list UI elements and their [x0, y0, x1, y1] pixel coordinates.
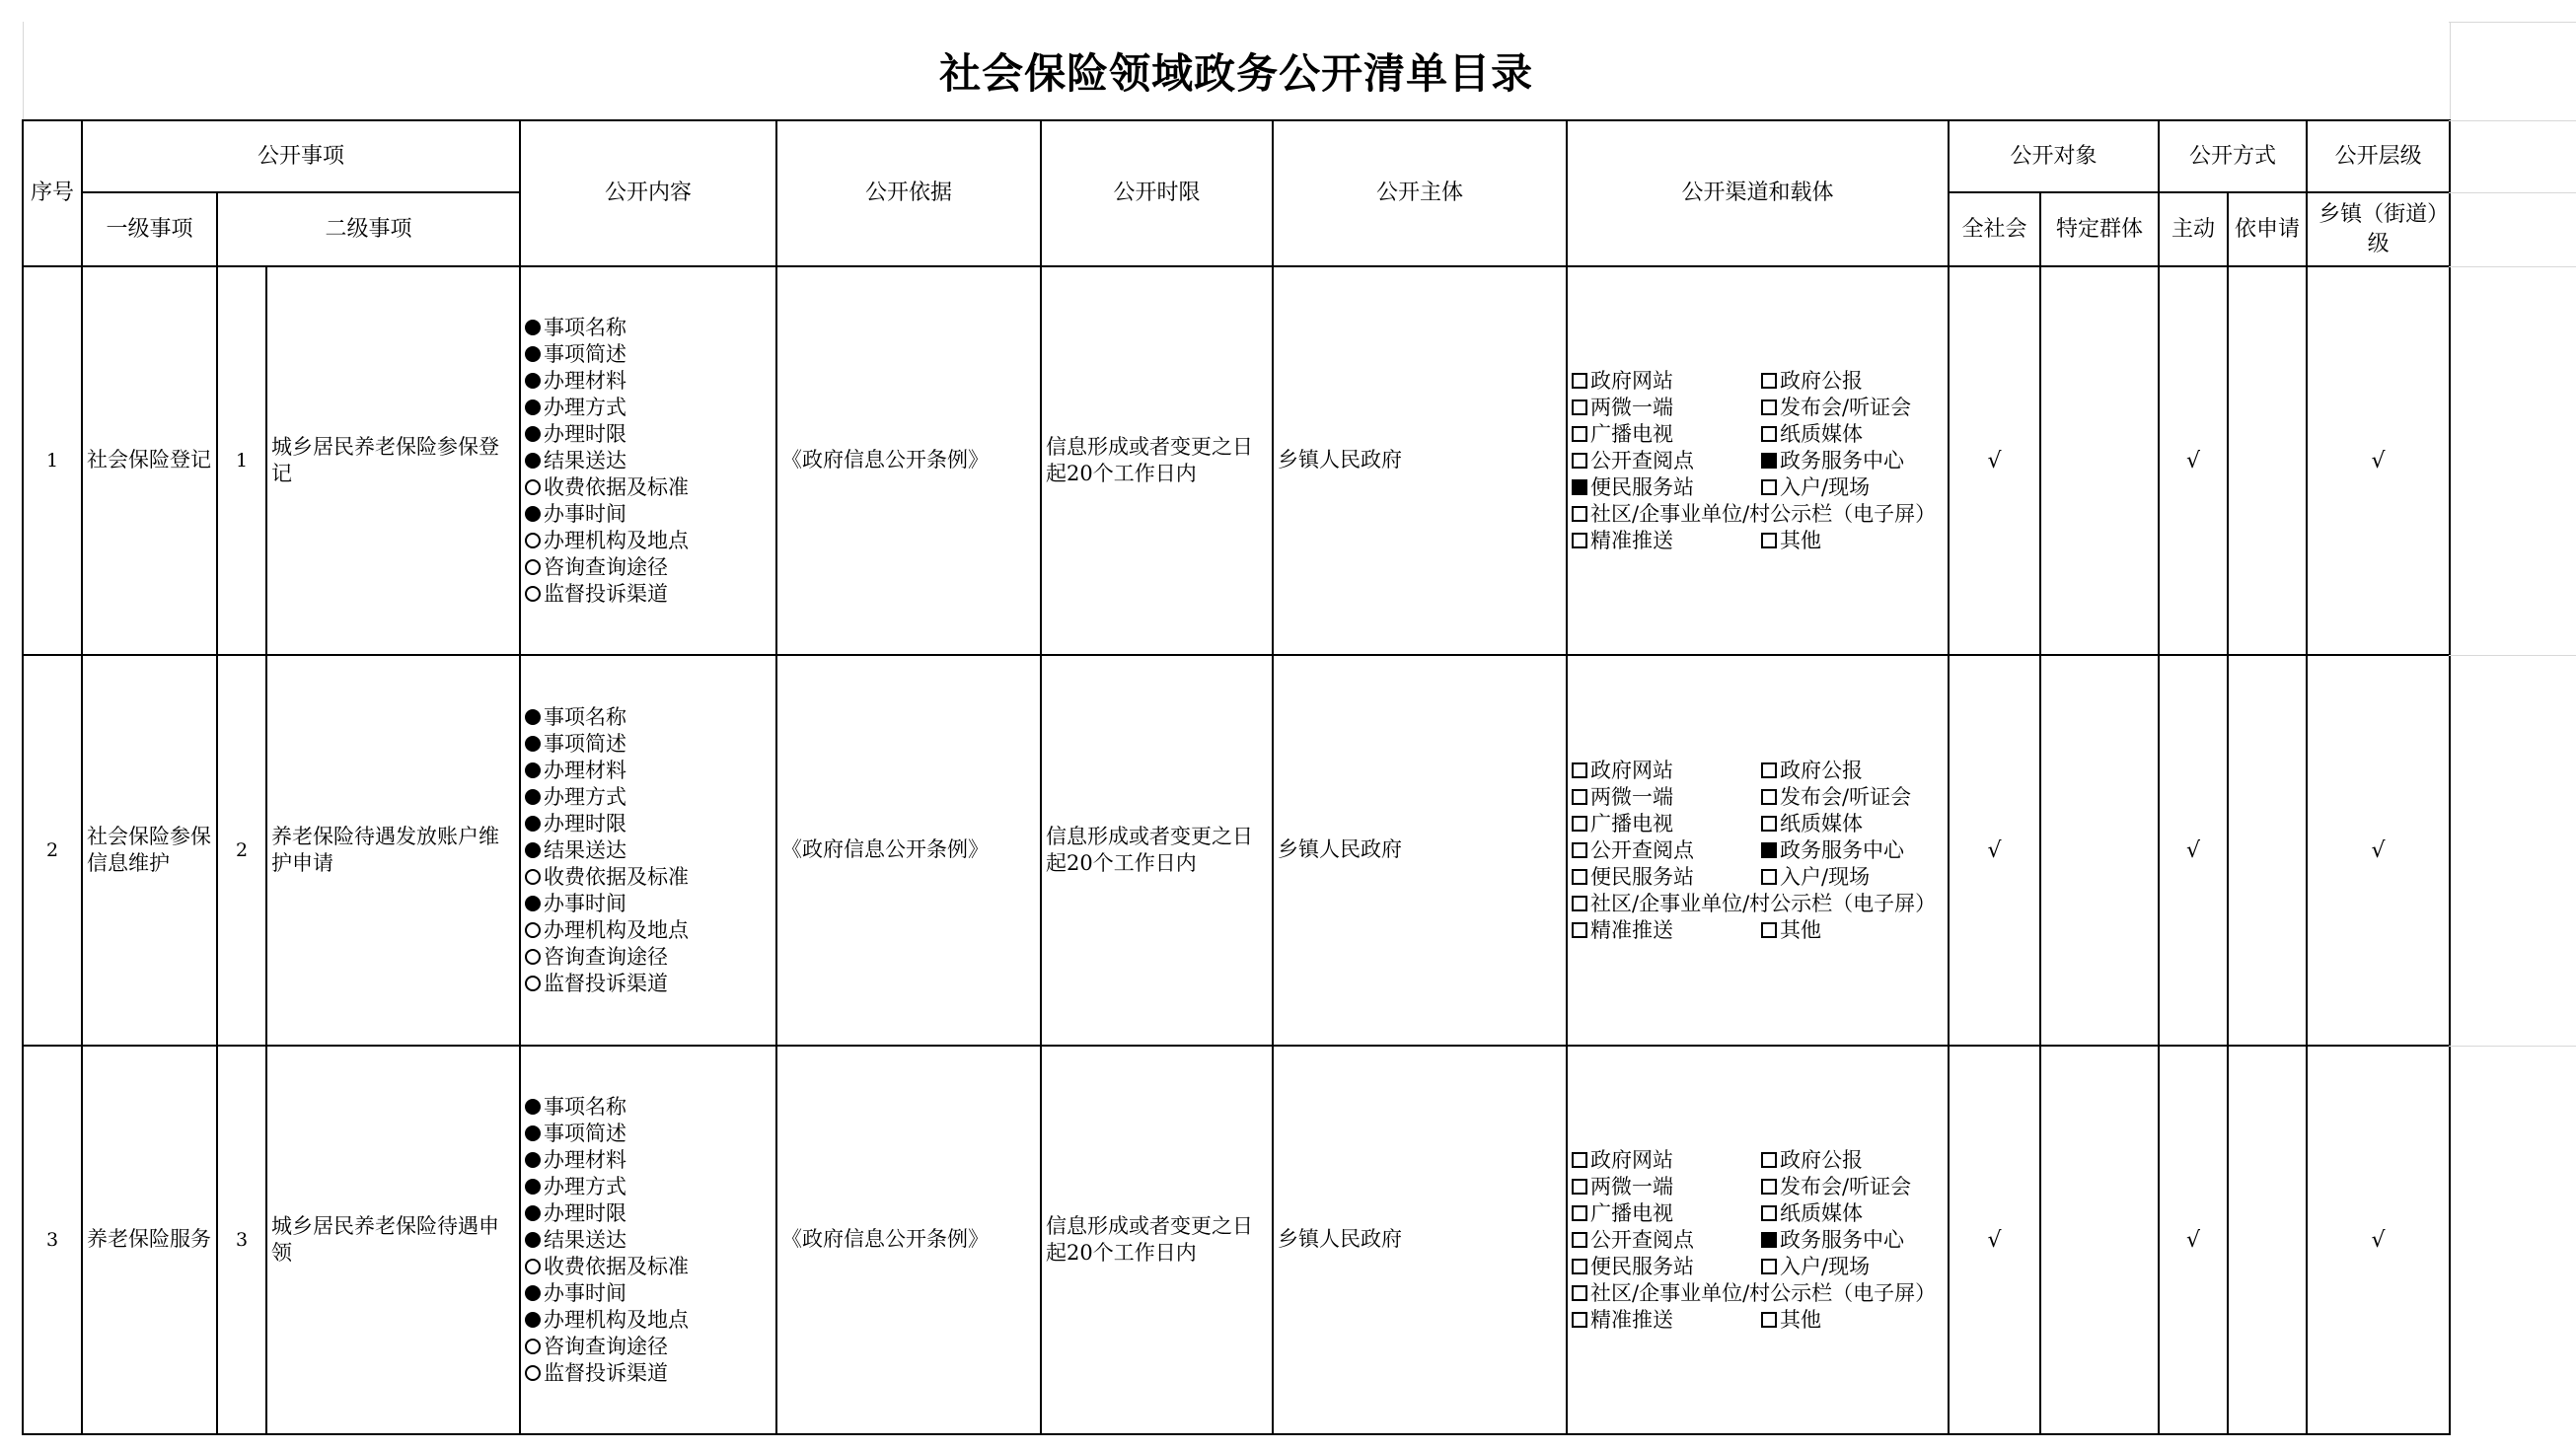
header-channel: 公开渠道和载体 [1567, 120, 1949, 266]
channel-list [1568, 758, 1948, 944]
header-level-group: 公开层级 [2307, 120, 2450, 192]
content-item-label: 办理材料 [544, 368, 626, 393]
content-item [525, 528, 775, 554]
channel-item [1572, 1147, 1761, 1174]
channel-item [1572, 1227, 1761, 1254]
content-item-label: 监督投诉渠道 [544, 581, 668, 606]
content-cell [520, 266, 776, 655]
filled-circle-icon [525, 762, 541, 778]
content-list [521, 315, 775, 608]
unchecked-box-icon [1761, 1259, 1777, 1274]
header-level2: 二级事项 [217, 192, 520, 266]
unchecked-box-icon [1761, 869, 1777, 885]
filled-circle-icon [525, 1125, 541, 1141]
content-item-label: 办理机构及地点 [544, 528, 689, 552]
filled-circle-icon [525, 896, 541, 911]
channel-item-label: 精准推送 [1590, 1307, 1673, 1332]
channel-item [1572, 891, 1949, 917]
audience-specific-mark [2040, 1046, 2159, 1434]
filled-circle-icon [525, 426, 541, 442]
content-item [525, 704, 775, 731]
filled-circle-icon [525, 709, 541, 725]
content-item [525, 971, 775, 997]
unchecked-box-icon [1572, 506, 1587, 522]
level-town-mark: √ [2307, 1046, 2450, 1434]
content-item [525, 758, 775, 784]
checked-box-icon [1572, 479, 1587, 495]
channel-item [1761, 1147, 1949, 1174]
channel-item-label: 公开查阅点 [1590, 448, 1694, 472]
header-basis: 公开依据 [776, 120, 1041, 266]
content-item [525, 581, 775, 608]
content-item-label: 结果送达 [544, 837, 626, 862]
unchecked-box-icon [1572, 1259, 1587, 1274]
channel-item-label: 政务服务中心 [1780, 837, 1904, 862]
unchecked-box-icon [1572, 762, 1587, 778]
content-item [525, 395, 775, 421]
channel-item-label: 政府公报 [1780, 1147, 1863, 1172]
sub-seq: 1 [217, 266, 266, 655]
channel-item [1572, 864, 1761, 891]
channel-item [1761, 528, 1949, 554]
header-audience-group: 公开对象 [1949, 120, 2159, 192]
content-item-label: 收费依据及标准 [544, 1254, 689, 1278]
content-item [525, 341, 775, 368]
content-item-label: 事项名称 [544, 704, 626, 729]
content-item [525, 1200, 775, 1227]
sheet-gridline [2449, 120, 2576, 121]
channel-item-label: 发布会/听证会 [1780, 784, 1912, 809]
empty-circle-icon [525, 949, 541, 965]
channel-item [1572, 758, 1761, 784]
channel-item [1761, 421, 1949, 448]
channel-item-label: 入户/现场 [1780, 1254, 1871, 1278]
content-item-label: 咨询查询途径 [544, 554, 668, 579]
unchecked-box-icon [1572, 789, 1587, 805]
channel-item-label: 精准推送 [1590, 528, 1673, 552]
content-item-label: 事项简述 [544, 341, 626, 366]
empty-circle-icon [525, 559, 541, 575]
channel-item-label: 便民服务站 [1590, 864, 1694, 889]
unchecked-box-icon [1572, 399, 1587, 415]
channel-item [1761, 1227, 1949, 1254]
unchecked-box-icon [1761, 426, 1777, 442]
channel-item-label: 政府网站 [1590, 758, 1673, 782]
filled-circle-icon [525, 1312, 541, 1328]
content-item [525, 474, 775, 501]
content-list [521, 704, 775, 997]
channel-item-label: 便民服务站 [1590, 474, 1694, 499]
channel-cell [1567, 266, 1949, 655]
subject-cell: 乡镇人民政府 [1273, 266, 1567, 655]
filled-circle-icon [525, 1285, 541, 1301]
filled-circle-icon [525, 399, 541, 415]
unchecked-box-icon [1572, 453, 1587, 469]
content-item-label: 事项名称 [544, 1094, 626, 1119]
unchecked-box-icon [1761, 1312, 1777, 1328]
channel-item [1761, 758, 1949, 784]
channel-item [1572, 501, 1949, 528]
channel-cell [1567, 1046, 1949, 1434]
content-item-label: 办理材料 [544, 1147, 626, 1172]
filled-circle-icon [525, 1232, 541, 1248]
sheet-gridline [2449, 192, 2576, 193]
channel-item-label: 广播电视 [1590, 1200, 1673, 1225]
content-item [525, 1227, 775, 1254]
channel-item [1572, 917, 1761, 944]
filled-circle-icon [525, 373, 541, 389]
channel-item-label: 入户/现场 [1780, 864, 1871, 889]
channel-item [1761, 395, 1949, 421]
method-active-mark: √ [2159, 655, 2228, 1046]
channel-item [1572, 448, 1761, 474]
channel-item-label: 社区/企事业单位/村公示栏（电子屏） [1590, 1280, 1937, 1305]
content-item [525, 1280, 775, 1307]
audience-specific-mark [2040, 655, 2159, 1046]
page-title: 社会保险领域政务公开清单目录 [23, 22, 2450, 120]
time-limit-cell: 信息形成或者变更之日起20个工作日内 [1041, 1046, 1273, 1434]
unchecked-box-icon [1761, 762, 1777, 778]
content-item-label: 事项简述 [544, 731, 626, 756]
content-item [525, 864, 775, 891]
content-item-label: 收费依据及标准 [544, 864, 689, 889]
subject-cell: 乡镇人民政府 [1273, 655, 1567, 1046]
channel-item [1572, 528, 1761, 554]
unchecked-box-icon [1572, 1232, 1587, 1248]
level1-item: 养老保险服务 [82, 1046, 217, 1434]
channel-item [1761, 474, 1949, 501]
content-item [525, 891, 775, 917]
audience-specific-mark [2040, 266, 2159, 655]
content-item-label: 办事时间 [544, 501, 626, 526]
content-item-label: 办理方式 [544, 784, 626, 809]
content-item [525, 448, 775, 474]
content-item-label: 咨询查询途径 [544, 944, 668, 969]
filled-circle-icon [525, 1179, 541, 1195]
level2-item: 养老保险待遇发放账户维护申请 [266, 655, 520, 1046]
channel-item [1761, 448, 1949, 474]
unchecked-box-icon [1572, 426, 1587, 442]
basis-cell: 《政府信息公开条例》 [776, 655, 1041, 1046]
unchecked-box-icon [1761, 533, 1777, 548]
audience-all-mark: √ [1949, 266, 2040, 655]
checked-box-icon [1761, 842, 1777, 858]
filled-circle-icon [525, 453, 541, 469]
subject-cell: 乡镇人民政府 [1273, 1046, 1567, 1434]
content-item [525, 1334, 775, 1360]
channel-item-label: 发布会/听证会 [1780, 1174, 1912, 1198]
header-method-request: 依申请 [2228, 192, 2307, 266]
level1-item: 社会保险参保信息维护 [82, 655, 217, 1046]
content-item-label: 结果送达 [544, 1227, 626, 1252]
disclosure-catalog-table [22, 22, 2451, 1435]
unchecked-box-icon [1572, 1152, 1587, 1168]
sheet-gridline [2449, 22, 2576, 23]
content-item [525, 368, 775, 395]
unchecked-box-icon [1572, 373, 1587, 389]
method-active-mark: √ [2159, 266, 2228, 655]
content-list [521, 1094, 775, 1387]
channel-item-label: 其他 [1780, 1307, 1821, 1332]
channel-item [1761, 864, 1949, 891]
empty-circle-icon [525, 1259, 541, 1274]
unchecked-box-icon [1572, 1285, 1587, 1301]
method-request-mark [2228, 1046, 2307, 1434]
table-row [23, 1046, 2450, 1434]
unchecked-box-icon [1761, 816, 1777, 832]
channel-item [1572, 1280, 1949, 1307]
unchecked-box-icon [1761, 1179, 1777, 1195]
checked-box-icon [1761, 1232, 1777, 1248]
channel-item [1572, 811, 1761, 837]
unchecked-box-icon [1572, 533, 1587, 548]
unchecked-box-icon [1761, 373, 1777, 389]
unchecked-box-icon [1761, 1152, 1777, 1168]
header-method-active: 主动 [2159, 192, 2228, 266]
header-audience-all: 全社会 [1949, 192, 2040, 266]
unchecked-box-icon [1761, 922, 1777, 938]
content-item-label: 结果送达 [544, 448, 626, 472]
channel-item [1761, 1307, 1949, 1334]
content-item [525, 944, 775, 971]
empty-circle-icon [525, 922, 541, 938]
channel-item [1572, 837, 1761, 864]
time-limit-cell: 信息形成或者变更之日起20个工作日内 [1041, 655, 1273, 1046]
channel-item-label: 政务服务中心 [1780, 1227, 1904, 1252]
channel-item [1761, 1174, 1949, 1200]
content-item-label: 监督投诉渠道 [544, 1360, 668, 1385]
content-item [525, 1254, 775, 1280]
empty-circle-icon [525, 976, 541, 991]
content-item-label: 办理机构及地点 [544, 917, 689, 942]
unchecked-box-icon [1572, 896, 1587, 911]
header-content: 公开内容 [520, 120, 776, 266]
channel-item [1572, 421, 1761, 448]
basis-cell: 《政府信息公开条例》 [776, 266, 1041, 655]
channel-item-label: 入户/现场 [1780, 474, 1871, 499]
channel-item [1761, 811, 1949, 837]
channel-item [1761, 784, 1949, 811]
row-seq: 3 [23, 1046, 82, 1434]
empty-circle-icon [525, 586, 541, 602]
channel-item-label: 其他 [1780, 528, 1821, 552]
channel-item-label: 公开查阅点 [1590, 1227, 1694, 1252]
channel-item-label: 纸质媒体 [1780, 421, 1863, 446]
sub-seq: 3 [217, 1046, 266, 1434]
unchecked-box-icon [1572, 922, 1587, 938]
empty-circle-icon [525, 869, 541, 885]
filled-circle-icon [525, 736, 541, 752]
content-item-label: 事项简述 [544, 1121, 626, 1145]
content-item-label: 咨询查询途径 [544, 1334, 668, 1358]
content-item [525, 1360, 775, 1387]
unchecked-box-icon [1761, 479, 1777, 495]
time-limit-cell: 信息形成或者变更之日起20个工作日内 [1041, 266, 1273, 655]
unchecked-box-icon [1572, 816, 1587, 832]
channel-item [1572, 1307, 1761, 1334]
content-item [525, 1121, 775, 1147]
content-item-label: 收费依据及标准 [544, 474, 689, 499]
table-row [23, 655, 2450, 1046]
method-request-mark [2228, 655, 2307, 1046]
content-item [525, 837, 775, 864]
channel-item [1572, 784, 1761, 811]
header-audience-specific: 特定群体 [2040, 192, 2159, 266]
content-item-label: 办理机构及地点 [544, 1307, 689, 1332]
content-item-label: 事项名称 [544, 315, 626, 339]
channel-item-label: 社区/企事业单位/村公示栏（电子屏） [1590, 501, 1937, 526]
header-time-limit: 公开时限 [1041, 120, 1273, 266]
channel-list [1568, 368, 1948, 554]
row-seq: 1 [23, 266, 82, 655]
channel-item [1572, 368, 1761, 395]
filled-circle-icon [525, 506, 541, 522]
content-item [525, 811, 775, 837]
header-items-group: 公开事项 [82, 120, 520, 192]
channel-item-label: 两微一端 [1590, 395, 1673, 419]
level-town-mark: √ [2307, 266, 2450, 655]
filled-circle-icon [525, 320, 541, 335]
method-active-mark: √ [2159, 1046, 2228, 1434]
channel-item-label: 广播电视 [1590, 421, 1673, 446]
channel-item-label: 两微一端 [1590, 1174, 1673, 1198]
unchecked-box-icon [1761, 789, 1777, 805]
empty-circle-icon [525, 479, 541, 495]
content-item-label: 办理材料 [544, 758, 626, 782]
content-item [525, 1147, 775, 1174]
table-row [23, 266, 2450, 655]
header-seq: 序号 [23, 120, 82, 266]
sheet-gridline [2449, 655, 2576, 656]
channel-item-label: 政务服务中心 [1780, 448, 1904, 472]
channel-item [1572, 474, 1761, 501]
channel-item-label: 政府公报 [1780, 758, 1863, 782]
content-item [525, 1174, 775, 1200]
content-item [525, 731, 775, 758]
channel-item-label: 公开查阅点 [1590, 837, 1694, 862]
channel-item [1572, 1254, 1761, 1280]
content-item [525, 554, 775, 581]
channel-item [1572, 1200, 1761, 1227]
row-seq: 2 [23, 655, 82, 1046]
channel-item-label: 纸质媒体 [1780, 811, 1863, 835]
audience-all-mark: √ [1949, 655, 2040, 1046]
header-method-group: 公开方式 [2159, 120, 2307, 192]
channel-item-label: 便民服务站 [1590, 1254, 1694, 1278]
channel-item-label: 社区/企事业单位/村公示栏（电子屏） [1590, 891, 1937, 915]
unchecked-box-icon [1572, 1312, 1587, 1328]
content-item-label: 办理时限 [544, 421, 626, 446]
content-cell [520, 655, 776, 1046]
content-item [525, 501, 775, 528]
content-item-label: 办理方式 [544, 395, 626, 419]
audience-all-mark: √ [1949, 1046, 2040, 1434]
channel-item-label: 政府公报 [1780, 368, 1863, 393]
channel-item [1761, 1200, 1949, 1227]
content-item [525, 784, 775, 811]
channel-item-label: 纸质媒体 [1780, 1200, 1863, 1225]
empty-circle-icon [525, 533, 541, 548]
content-item-label: 办理方式 [544, 1174, 626, 1198]
sheet-gridline [2449, 1046, 2576, 1047]
content-item [525, 917, 775, 944]
sheet-gridline [2449, 266, 2576, 267]
channel-item [1572, 395, 1761, 421]
channel-item-label: 其他 [1780, 917, 1821, 942]
unchecked-box-icon [1761, 399, 1777, 415]
channel-item [1761, 368, 1949, 395]
channel-item [1761, 917, 1949, 944]
unchecked-box-icon [1572, 1179, 1587, 1195]
filled-circle-icon [525, 1205, 541, 1221]
unchecked-box-icon [1761, 1205, 1777, 1221]
content-item-label: 办事时间 [544, 1280, 626, 1305]
level-town-mark: √ [2307, 655, 2450, 1046]
level1-item: 社会保险登记 [82, 266, 217, 655]
header-level1: 一级事项 [82, 192, 217, 266]
method-request-mark [2228, 266, 2307, 655]
filled-circle-icon [525, 1099, 541, 1115]
filled-circle-icon [525, 1152, 541, 1168]
content-item-label: 办理时限 [544, 811, 626, 835]
content-item-label: 办事时间 [544, 891, 626, 915]
sub-seq: 2 [217, 655, 266, 1046]
content-item-label: 办理时限 [544, 1200, 626, 1225]
filled-circle-icon [525, 789, 541, 805]
level2-item: 城乡居民养老保险参保登记 [266, 266, 520, 655]
empty-circle-icon [525, 1339, 541, 1354]
channel-item-label: 两微一端 [1590, 784, 1673, 809]
header-subject: 公开主体 [1273, 120, 1567, 266]
channel-item-label: 政府网站 [1590, 368, 1673, 393]
checked-box-icon [1761, 453, 1777, 469]
unchecked-box-icon [1572, 869, 1587, 885]
channel-item-label: 广播电视 [1590, 811, 1673, 835]
channel-item-label: 发布会/听证会 [1780, 395, 1912, 419]
content-item [525, 315, 775, 341]
filled-circle-icon [525, 816, 541, 832]
content-cell [520, 1046, 776, 1434]
basis-cell: 《政府信息公开条例》 [776, 1046, 1041, 1434]
content-item [525, 1094, 775, 1121]
channel-item [1761, 1254, 1949, 1280]
level2-item: 城乡居民养老保险待遇申领 [266, 1046, 520, 1434]
channel-item-label: 政府网站 [1590, 1147, 1673, 1172]
channel-cell [1567, 655, 1949, 1046]
unchecked-box-icon [1572, 1205, 1587, 1221]
channel-item-label: 精准推送 [1590, 917, 1673, 942]
filled-circle-icon [525, 346, 541, 362]
content-item [525, 1307, 775, 1334]
content-item [525, 421, 775, 448]
channel-item [1761, 837, 1949, 864]
header-level-town: 乡镇（街道）级 [2307, 192, 2450, 266]
empty-circle-icon [525, 1365, 541, 1381]
unchecked-box-icon [1572, 842, 1587, 858]
filled-circle-icon [525, 842, 541, 858]
content-item-label: 监督投诉渠道 [544, 971, 668, 995]
channel-list [1568, 1147, 1948, 1334]
channel-item [1572, 1174, 1761, 1200]
